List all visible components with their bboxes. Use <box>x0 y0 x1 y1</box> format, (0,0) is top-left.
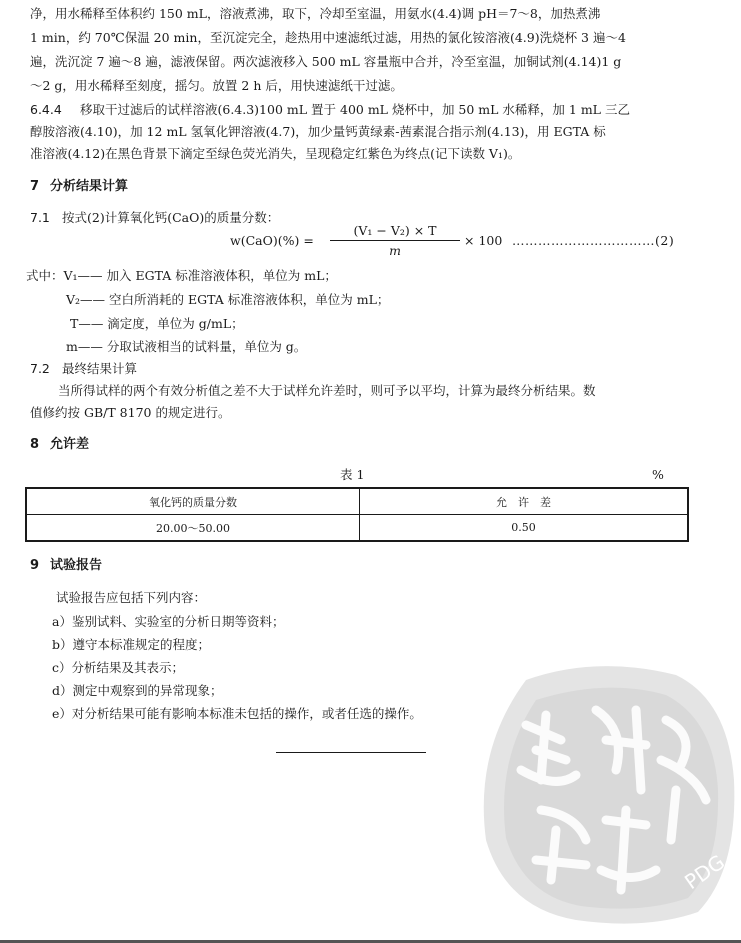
tolerance-table <box>25 487 689 542</box>
section-number: 8 <box>30 437 40 452</box>
table-cell: 0.50 <box>360 515 689 542</box>
table-unit: % <box>652 467 664 482</box>
end-rule <box>276 752 426 753</box>
section-number: 7.1 <box>30 210 50 225</box>
table-header-row <box>26 488 688 515</box>
watermark-text: PDG <box>680 849 730 895</box>
section-number: 7 <box>30 179 40 194</box>
section-heading: 分析结果计算 <box>50 179 129 194</box>
formula-fraction <box>330 222 460 259</box>
list-item: c）分析结果及其表示； <box>52 660 185 675</box>
paragraph-line: 净，用水稀释至体积约 150 mL，溶液煮沸，取下，冷却至室温，用氨水(4.4)调 pH＝7～8，加热煮沸 <box>30 6 601 21</box>
watermark-seal <box>466 640 741 930</box>
paragraph-line: 移取干过滤后的试样溶液(6.4.3)100 mL 置于 400 mL 烧杯中，加 50 mL 水稀释，加 1 mL 三乙 <box>80 102 630 117</box>
paragraph-line: 试验报告应包括下列内容： <box>56 590 207 605</box>
paragraph-line: 准溶液(4.12)在黑色背景下滴定至绿色荧光消失，呈现稳定红紫色为终点(记下读数 V₁)。 <box>30 146 521 161</box>
variable-definition: T—— 滴定度，单位为 g/mL； <box>70 316 244 331</box>
section-heading: 允许差 <box>50 437 90 452</box>
section-heading: 最终结果计算 <box>62 361 138 376</box>
paragraph-line: 值修约按 GB/T 8170 的规定进行。 <box>30 405 231 420</box>
formula <box>230 222 690 262</box>
paragraph-line: ～2 g，用水稀释至刻度，摇匀。放置 2 h 后，用快速滤纸干过滤。 <box>30 78 403 93</box>
section-heading: 试验报告 <box>50 558 103 573</box>
formula-number: ……………………………(2) <box>512 233 675 248</box>
formula-denominator: m <box>389 243 401 258</box>
paragraph-line: 按式(2)计算氧化钙(CaO)的质量分数： <box>62 210 280 225</box>
table-cell: 20.00～50.00 <box>26 515 360 542</box>
section-number: 6.4.4 <box>30 102 62 117</box>
paragraph-line: 醇胺溶液(4.10)，加 12 mL 氢氧化钾溶液(4.7)，加少量钙黄绿素-茜素混合指示剂(4.13)，用 EGTA 标 <box>30 124 606 139</box>
table-row <box>26 515 688 542</box>
paragraph-line: 1 min，约 70℃保温 20 min，至沉淀完全，趁热用中速滤纸过滤，用热的氯化铵溶液(4.9)洗烧杯 3 遍～4 <box>30 30 626 45</box>
table-header-cell: 允 许 差 <box>360 488 689 515</box>
fraction-bar <box>330 240 460 241</box>
formula-lhs: w(CaO)(%) = <box>230 233 314 248</box>
table-caption: 表 1 <box>340 467 365 482</box>
paragraph-line: 当所得试样的两个有效分析值之差不大于试样允许差时，则可予以平均，计算为最终分析结果。数 <box>58 383 596 398</box>
formula-numerator: (V₁ − V₂) × T <box>353 223 437 238</box>
formula-multiplier: × 100 <box>464 233 503 248</box>
section-number: 7.2 <box>30 361 50 376</box>
list-item: b）遵守本标准规定的程度； <box>52 637 211 652</box>
variable-definition: 式中：V₁—— 加入 EGTA 标准溶液体积，单位为 mL； <box>26 268 337 283</box>
list-item: a）鉴别试料、实验室的分析日期等资料； <box>52 614 285 629</box>
variable-definition: V₂—— 空白所消耗的 EGTA 标准溶液体积，单位为 mL； <box>66 292 390 307</box>
paragraph-line: 遍，洗沉淀 7 遍～8 遍，滤液保留。两次滤液移入 500 mL 容量瓶中合并，冷至室温，加铜试剂(4.14)1 g <box>30 54 622 69</box>
variable-definition: m—— 分取试液相当的试料量，单位为 g。 <box>66 339 307 354</box>
list-item: d）测定中观察到的异常现象； <box>52 683 223 698</box>
section-number: 9 <box>30 558 40 573</box>
table-header-cell: 氧化钙的质量分数 <box>26 488 360 515</box>
list-item: e）对分析结果可能有影响本标准未包括的操作，或者任选的操作。 <box>52 706 422 721</box>
